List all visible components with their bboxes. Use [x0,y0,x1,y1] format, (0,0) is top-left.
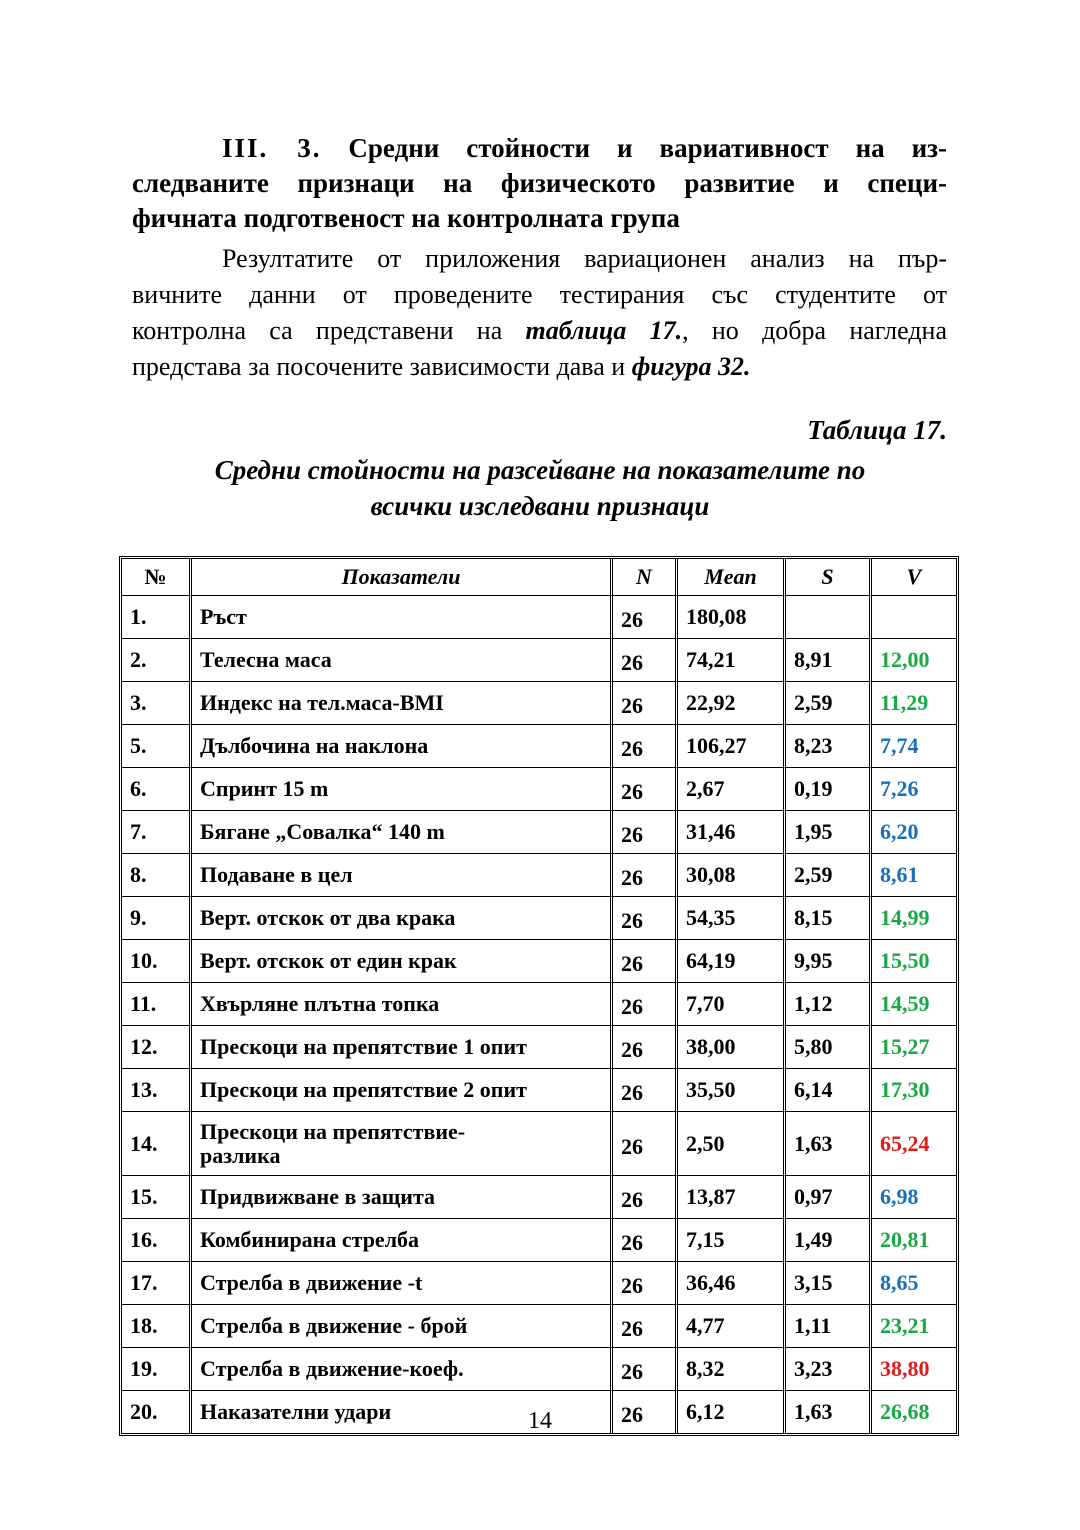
mean-value: 36,46 [678,1262,786,1305]
row-number: 8. [122,854,192,897]
row-number: 20. [122,1391,192,1433]
table-header-row [122,559,956,596]
paragraph-text: представа за посочените зависимости дава и [132,352,626,381]
indicator-name: Подаване в цел [192,854,613,897]
sample-size: 26 [613,768,678,811]
std-dev-value: 1,12 [786,983,872,1026]
table-row [122,1176,956,1219]
header-v: V [872,559,956,596]
sample-size: 26 [613,897,678,940]
sample-size: 26 [613,940,678,983]
table-row [122,1112,956,1176]
table-row [122,811,956,854]
variation-coefficient: 17,30 [872,1069,956,1112]
variation-coefficient: 14,59 [872,983,956,1026]
variation-coefficient: 8,65 [872,1262,956,1305]
std-dev-value: 3,15 [786,1262,872,1305]
row-number: 9. [122,897,192,940]
table-row [122,1219,956,1262]
table-row [122,897,956,940]
variation-coefficient: 6,20 [872,811,956,854]
table-row [122,682,956,725]
paragraph-line-1: Резултатите от приложения вариационен анализ на пър- [222,244,947,273]
section-heading [132,131,947,236]
variation-coefficient [872,596,956,639]
std-dev-value: 3,23 [786,1348,872,1391]
mean-value: 74,21 [678,639,786,682]
sample-size: 26 [613,1069,678,1112]
mean-value: 2,67 [678,768,786,811]
sample-size: 26 [613,1176,678,1219]
indicator-name: Стрелба в движение - брой [192,1305,613,1348]
mean-value: 8,32 [678,1348,786,1391]
std-dev-value: 0,19 [786,768,872,811]
row-number: 16. [122,1219,192,1262]
variation-coefficient: 8,61 [872,854,956,897]
paragraph-line-2: вичните данни от проведените тестирания със студентите от [132,280,947,309]
row-number: 17. [122,1262,192,1305]
table-row [122,725,956,768]
figure-reference: фигура 32. [631,352,751,381]
sample-size: 26 [613,1391,678,1433]
row-number: 2. [122,639,192,682]
header-no: № [122,559,192,596]
table-row [122,983,956,1026]
sample-size: 26 [613,1348,678,1391]
mean-value: 7,15 [678,1219,786,1262]
paragraph-text: контролна са представени на [132,316,503,345]
table-row [122,1305,956,1348]
mean-value: 31,46 [678,811,786,854]
row-number: 3. [122,682,192,725]
heading-line-2: следваните признаци на физическото развитие и специ- [132,168,947,198]
header-indicators: Показатели [192,559,613,596]
indicator-name-line-1: Прескоци на препятствие- [200,1118,466,1144]
mean-value: 13,87 [678,1176,786,1219]
sample-size: 26 [613,639,678,682]
indicator-name: Прескоци на препятствие 2 опит [192,1069,613,1112]
page-number: 14 [528,1408,552,1434]
std-dev-value: 1,49 [786,1219,872,1262]
indicator-name [192,1112,613,1176]
header-n: N [613,559,678,596]
section-number: III. 3. [222,133,322,163]
variation-coefficient: 7,26 [872,768,956,811]
std-dev-value: 9,95 [786,940,872,983]
variation-coefficient: 15,27 [872,1026,956,1069]
std-dev-value: 2,59 [786,682,872,725]
std-dev-value: 1,95 [786,811,872,854]
variation-coefficient: 11,29 [872,682,956,725]
table-row [122,1026,956,1069]
std-dev-value: 5,80 [786,1026,872,1069]
heading-line-1 [132,131,947,166]
indicator-name: Стрелба в движение-коеф. [192,1348,613,1391]
paragraph-text: , но добра нагледна [682,316,947,345]
row-number: 14. [122,1112,192,1176]
mean-value: 180,08 [678,596,786,639]
mean-value: 4,77 [678,1305,786,1348]
sample-size: 26 [613,1219,678,1262]
mean-value: 2,50 [678,1112,786,1176]
sample-size: 26 [613,1026,678,1069]
table-caption-line-1: Средни стойности на разсейване на показателите по [214,455,866,485]
mean-value: 22,92 [678,682,786,725]
std-dev-value: 8,23 [786,725,872,768]
std-dev-value: 8,15 [786,897,872,940]
mean-value: 30,08 [678,854,786,897]
table-label: Таблица 17. [807,415,947,445]
variation-coefficient: 12,00 [872,639,956,682]
header-mean: Mean [678,559,786,596]
indicator-name: Телесна маса [192,639,613,682]
sample-size: 26 [613,725,678,768]
row-number: 12. [122,1026,192,1069]
mean-value: 7,70 [678,983,786,1026]
table-reference: таблица 17. [525,316,683,345]
row-number: 10. [122,940,192,983]
sample-size: 26 [613,1305,678,1348]
table-row [122,1348,956,1391]
row-number: 6. [122,768,192,811]
table-row [122,854,956,897]
indicator-name: Стрелба в движение -t [192,1262,613,1305]
mean-value: 106,27 [678,725,786,768]
indicator-name: Верт. отскок от един крак [192,940,613,983]
indicator-name: Индекс на тел.маса-BMI [192,682,613,725]
mean-value: 35,50 [678,1069,786,1112]
mean-value: 6,12 [678,1391,786,1433]
sample-size: 26 [613,983,678,1026]
row-number: 18. [122,1305,192,1348]
variation-coefficient: 14,99 [872,897,956,940]
table-row [122,1069,956,1112]
variation-coefficient: 6,98 [872,1176,956,1219]
row-number: 13. [122,1069,192,1112]
paragraph-line-3 [132,313,947,349]
heading-line-1-text: Средни стойности и вариативност на из- [348,133,947,163]
results-table [119,556,959,1436]
header-s: S [786,559,872,596]
variation-coefficient: 15,50 [872,940,956,983]
indicator-name: Прескоци на препятствие 1 опит [192,1026,613,1069]
indicator-name: Спринт 15 m [192,768,613,811]
row-number: 19. [122,1348,192,1391]
std-dev-value: 8,91 [786,639,872,682]
table-row [122,940,956,983]
row-number: 7. [122,811,192,854]
sample-size: 26 [613,854,678,897]
indicator-name: Дълбочина на наклона [192,725,613,768]
table-row [122,1262,956,1305]
intro-paragraph [132,241,947,385]
row-number: 1. [122,596,192,639]
variation-coefficient: 26,68 [880,1399,930,1424]
variation-coefficient: 23,21 [872,1305,956,1348]
indicator-name: Придвижване в защита [192,1176,613,1219]
variation-coefficient: 38,80 [872,1348,956,1391]
table-row [122,596,956,639]
variation-coefficient: 65,24 [872,1112,956,1176]
std-dev-value: 0,97 [786,1176,872,1219]
variation-coefficient: 7,74 [872,725,956,768]
mean-value: 38,00 [678,1026,786,1069]
heading-line-3: фичната подготвеност на контролната група [132,203,680,233]
sample-size: 26 [613,682,678,725]
sample-size: 26 [613,1262,678,1305]
sample-size: 26 [613,811,678,854]
row-number: 11. [122,983,192,1026]
std-dev-value: 1,11 [786,1305,872,1348]
indicator-name: Хвърляне плътна топка [192,983,613,1026]
std-dev-value: 2,59 [786,854,872,897]
std-dev-value: 1,63 [786,1112,872,1176]
sample-size: 26 [613,1112,678,1176]
paragraph-line-4 [132,349,947,385]
table-caption [120,452,960,524]
row-number: 15. [122,1176,192,1219]
mean-value: 64,19 [678,940,786,983]
indicator-name: Ръст [192,596,613,639]
variation-coefficient: 20,81 [872,1219,956,1262]
indicator-name: Бягане „Совалка“ 140 m [192,811,613,854]
table-row [122,768,956,811]
indicator-name-line-2: разлика [200,1142,281,1168]
indicator-name: Комбинирана стрелба [192,1219,613,1262]
row-number: 5. [122,725,192,768]
indicator-name: Верт. отскок от два крака [192,897,613,940]
std-dev-value: 1,63 [786,1391,872,1433]
table-row [122,639,956,682]
indicator-name: Наказателни удари [192,1391,613,1433]
std-dev-value: 6,14 [786,1069,872,1112]
std-dev-value [786,596,872,639]
sample-size: 26 [613,596,678,639]
table-caption-line-2: всички изследвани признаци [370,491,710,521]
mean-value: 54,35 [678,897,786,940]
